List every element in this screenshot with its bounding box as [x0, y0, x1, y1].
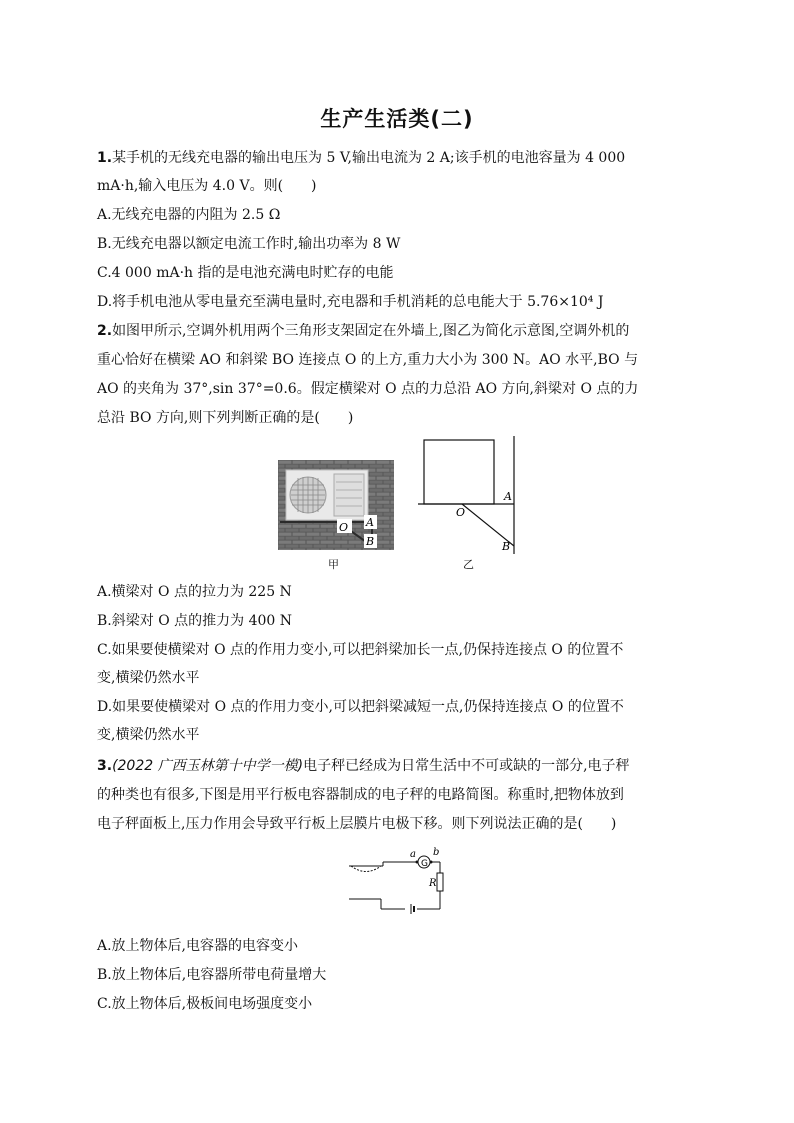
q2-stem-line4: 总沿 BO 方向,则下列判断正确的是( ) — [97, 410, 354, 426]
q2-stem-line3: AO 的夹角为 37°,sin 37°=0.6。假定横梁对 O 点的力总沿 AO 方向,斜梁对 O 点的力 — [97, 381, 639, 397]
q2-stem-text1: 如图甲所示,空调外机用两个三角形支架固定在外墙上,图乙为简化示意图,空调外机的 — [112, 323, 630, 339]
q3-number: 3. — [97, 758, 113, 774]
q3-stem-line1 — [97, 756, 630, 776]
capacitor-scale-circuit — [345, 844, 450, 916]
figure-jia-caption: 甲 — [328, 558, 339, 571]
q3-option-a: A.放上物体后,电容器的电容变小 — [97, 938, 299, 954]
yi-label-o: O — [456, 506, 466, 519]
q1-stem-text1: 某手机的无线充电器的输出电压为 5 V,输出电流为 2 A;该手机的电池容量为 4 000 — [112, 150, 626, 166]
q3-source: (2022 广西玉林第十中学一模) — [112, 758, 304, 774]
q1-stem-line1 — [97, 148, 625, 168]
q3-stem-line2: 的种类也有很多,下图是用平行板电容器制成的电子秤的电路简图。称重时,把物体放到 — [97, 787, 624, 803]
q3-stem-line3: 电子秤面板上,压力作用会导致平行板上层膜片电极下移。则下列说法正确的是( ) — [97, 816, 617, 832]
q2-stem-line2: 重心恰好在横梁 AO 和斜梁 BO 连接点 O 的上方,重力大小为 300 N。AO 水平,BO 与 — [97, 352, 639, 368]
q1-stem-line2: mA·h,输入电压为 4.0 V。则( ) — [97, 178, 317, 194]
jia-label-a: A — [366, 516, 374, 529]
figure-yi-diagram — [418, 436, 528, 554]
q3-option-b: B.放上物体后,电容器所带电荷量增大 — [97, 967, 327, 983]
q2-stem-line1 — [97, 321, 629, 341]
jia-label-b: B — [366, 535, 375, 548]
galvanometer-label: G — [421, 859, 428, 869]
q1-option-d: D.将手机电池从零电量充至满电量时,充电器和手机消耗的总电能大于 5.76×10⁴ J — [97, 294, 604, 310]
q2-option-c: C.如果要使横梁对 O 点的作用力变小,可以把斜梁加长一点,仍保持连接点 O 的位置不 — [97, 642, 624, 658]
figure-yi-caption: 乙 — [463, 558, 474, 571]
q3-option-c: C.放上物体后,极板间电场强度变小 — [97, 996, 313, 1012]
jia-label-o: O — [339, 521, 349, 534]
circuit-label-a: a — [410, 849, 416, 860]
q2-option-c-cont: 变,横梁仍然水平 — [97, 670, 200, 686]
q1-number: 1. — [97, 150, 113, 166]
q1-option-c: C.4 000 mA·h 指的是电池充满电时贮存的电能 — [97, 265, 394, 281]
q2-option-b: B.斜梁对 O 点的推力为 400 N — [97, 613, 292, 629]
page-title: 生产生活类(二) — [320, 107, 474, 131]
q1-option-b: B.无线充电器以额定电流工作时,输出功率为 8 W — [97, 236, 401, 252]
yi-label-b: B — [502, 540, 511, 553]
yi-label-a: A — [504, 490, 512, 503]
q2-option-a: A.横梁对 O 点的拉力为 225 N — [97, 584, 292, 600]
figure-jia-photo — [278, 460, 394, 550]
q3-stem-text1: 电子秤已经成为日常生活中不可或缺的一部分,电子秤 — [303, 758, 630, 774]
q1-option-a: A.无线充电器的内阻为 2.5 Ω — [97, 207, 281, 223]
resistor-label: R — [429, 878, 437, 889]
q2-option-d: D.如果要使横梁对 O 点的作用力变小,可以把斜梁减短一点,仍保持连接点 O 的位置不 — [97, 699, 624, 715]
circuit-label-b: b — [433, 847, 440, 858]
q2-number: 2. — [97, 323, 113, 339]
q2-option-d-cont: 变,横梁仍然水平 — [97, 727, 200, 743]
